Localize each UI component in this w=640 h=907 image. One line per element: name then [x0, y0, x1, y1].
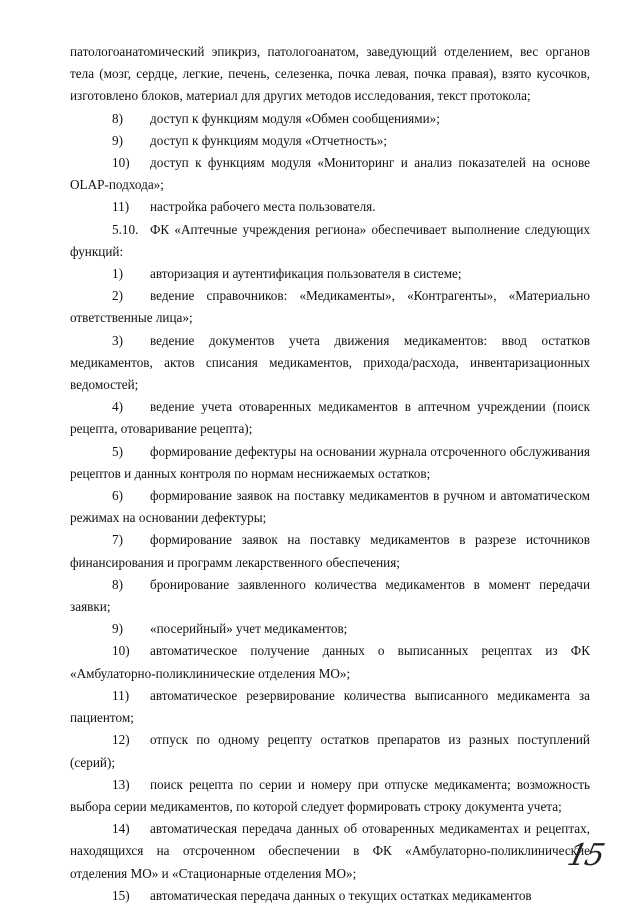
section-5-10: 5.10. ФК «Аптечные учреждения региона» обеспечивает выполнение следующих функций: — [70, 221, 590, 259]
list-item-15: 15) автоматическая передача данных о текущих остатках медикаментов — [112, 887, 532, 903]
list-item-4: 4) ведение учета отоваренных медикаментов в аптечном учреждении (поиск рецепта, отоваривание рецепта); — [70, 399, 590, 437]
list-item-14: 14) автоматическая передача данных об отоваренных медикаментах и рецептах, находящихся на отсроченном обеспечении в ФК «Амбулаторно-поликлинические отделения МО» и «Стационарные отделения МО»; — [70, 821, 590, 881]
list-item-8: 8) доступ к функциям модуля «Обмен сообщениями»; — [112, 110, 440, 126]
list-item-10b: 10) автоматическое получение данных о выписанных рецептах из ФК «Амбулаторно-поликлинические отделения МО»; — [70, 643, 590, 681]
handwritten-page-number: 15 — [564, 838, 606, 873]
list-item-7: 7) формирование заявок на поставку медикаментов в разрезе источников финансирования и программ лекарственного обеспечения; — [70, 532, 590, 570]
list-item-9: 9) доступ к функциям модуля «Отчетность»; — [112, 132, 388, 148]
list-item-13: 13) поиск рецепта по серии и номеру при отпуске медикамента; возможность выбора серии медикаментов, по которой следует формировать строку документа учета; — [70, 776, 590, 814]
list-item-6: 6) формирование заявок на поставку медикаментов в ручном и автоматическом режимах на основании дефектуры; — [70, 488, 590, 526]
list-item-3: 3) ведение документов учета движения медикаментов: ввод остатков медикаментов, актов списания медикаментов, прихода/расхода, инвентаризационных ведомостей; — [70, 332, 590, 393]
list-item-10: 10) доступ к функциям модуля «Мониторинг и анализ показателей на основе OLAP-подхода»; — [70, 155, 590, 193]
paragraph-0: патологоанатомический эпикриз, патологоанатом, заведующий отделением, вес органов тела (мозг, сердце, легкие, печень, селезенка, почка левая, почка правая), взято кусочков, изготовлено блоков, материал для других методов исследования, текст протокола; — [70, 44, 590, 104]
list-item-9b: 9) «посерийный» учет медикаментов; — [112, 621, 348, 637]
list-item-1: 1) авторизация и аутентификация пользователя в системе; — [112, 266, 462, 282]
list-item-12: 12) отпуск по одному рецепту остатков препаратов из разных поступлений (серий); — [70, 732, 590, 770]
list-item-11: 11) настройка рабочего места пользователя. — [112, 199, 376, 215]
list-item-5: 5) формирование дефектуры на основании журнала отсроченного обслуживания рецептов и данных контроля по нормам неснижаемых остатков; — [70, 443, 590, 481]
list-item-11b: 11) автоматическое резервирование количества выписанного медикамента за пациентом; — [70, 687, 590, 726]
list-item-8b: 8) бронирование заявленного количества медикаментов в момент передачи заявки; — [70, 576, 590, 615]
list-item-2: 2) ведение справочников: «Медикаменты», «Контрагенты», «Материально ответственные лица»; — [70, 288, 590, 326]
document-page — [70, 41, 590, 907]
